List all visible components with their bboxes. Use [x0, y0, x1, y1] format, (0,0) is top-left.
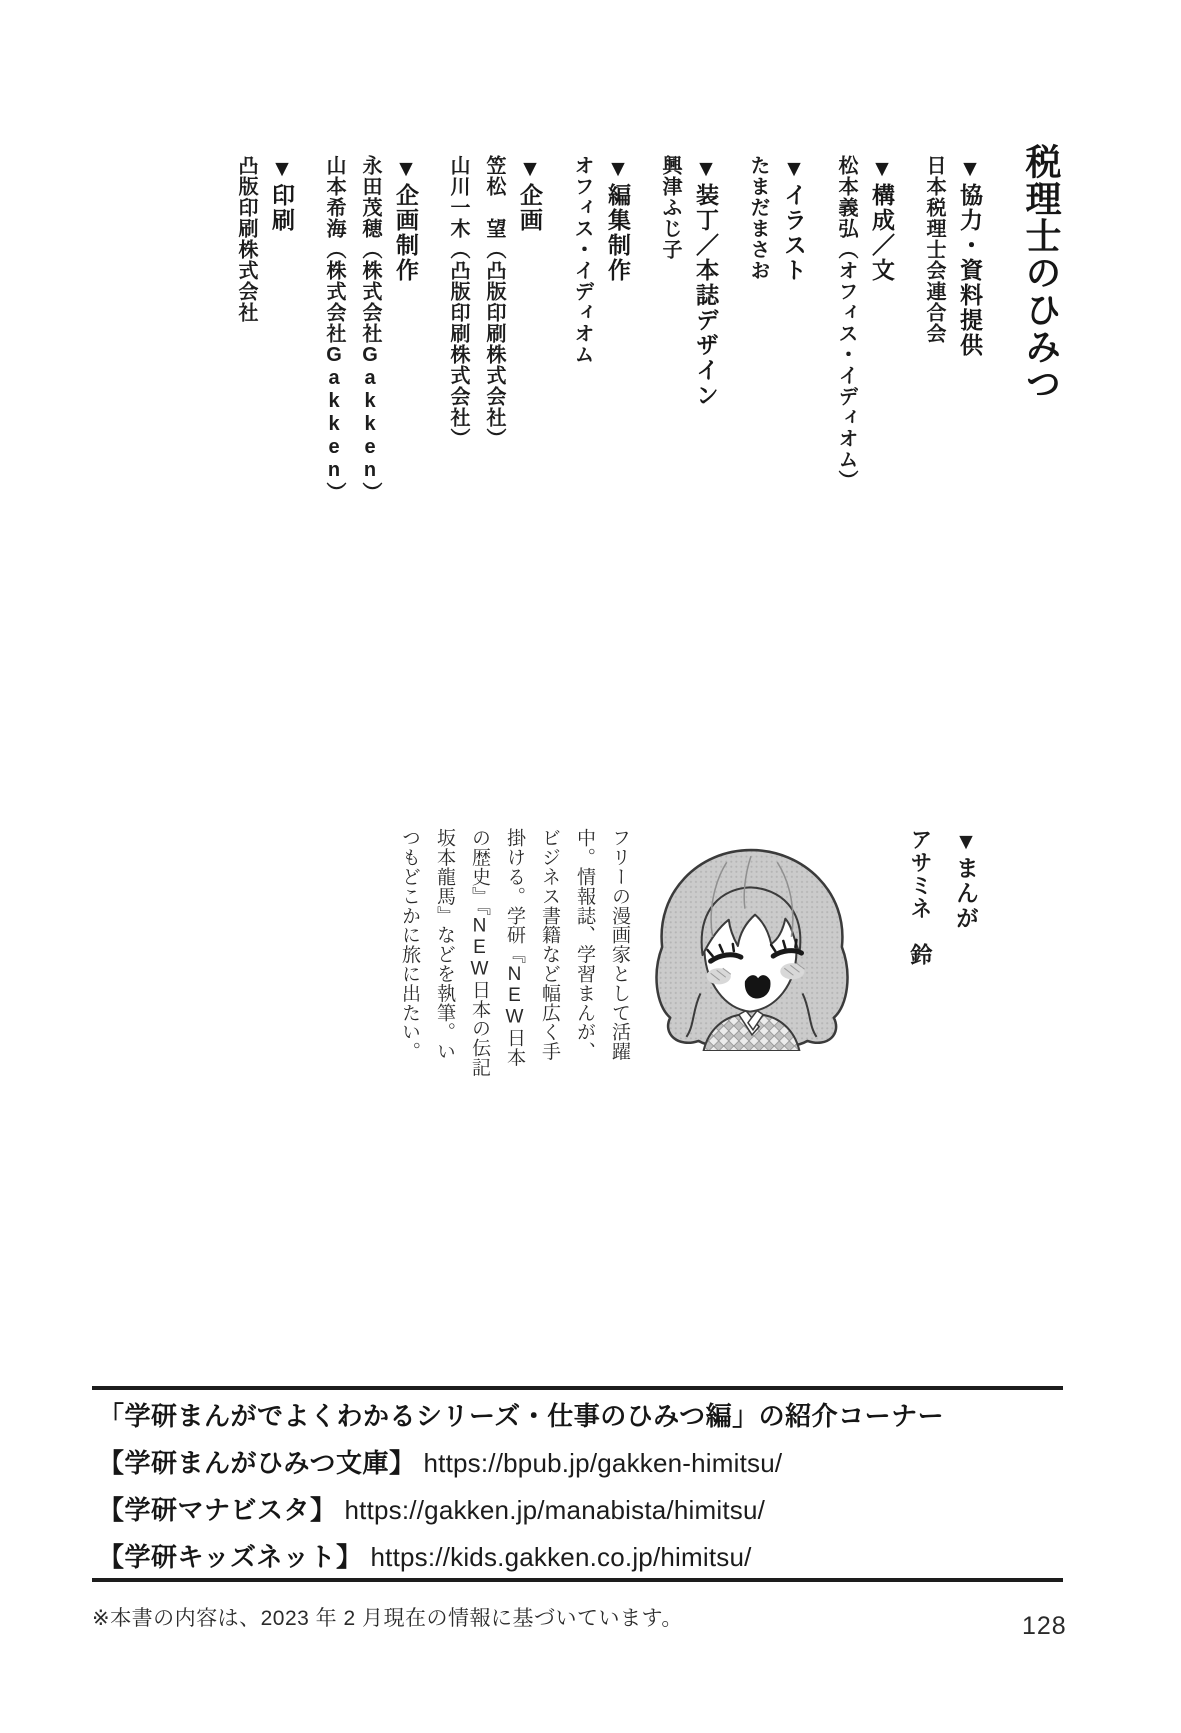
credit-name: 山川一木（凸版印刷株式会社）: [447, 155, 469, 449]
manga-credit-block: [898, 828, 988, 966]
credit-group-editing: [564, 155, 636, 503]
credit-name: 山本希海（株式会社Gakken）: [323, 155, 345, 503]
credit-name: たまだまさお: [747, 155, 769, 281]
credit-name: 興津ふじ子: [659, 155, 681, 260]
manga-author-name: アサミネ 鈴: [908, 828, 933, 966]
credit-heading: ▼編集制作: [605, 155, 631, 283]
credit-name: オフィス・イディオム: [571, 155, 593, 365]
credit-heading: ▼協力・資料提供: [957, 155, 983, 358]
credit-group-planning: [440, 155, 548, 503]
bio-line: 掛ける。学研『NEW日本: [504, 828, 525, 1067]
promo-block: [98, 1400, 944, 1588]
credit-name: 笠松 望（凸版印刷株式会社）: [483, 155, 505, 449]
credit-group-printing: [228, 155, 300, 503]
bio-line: ビジネス書籍など幅広く手: [539, 828, 560, 1061]
promo-label: 【学研マナビスタ】: [98, 1495, 337, 1525]
promo-url: https://bpub.jp/gakken-himitsu/: [423, 1448, 783, 1478]
credit-heading: ▼企画: [517, 155, 543, 233]
bio-line: 坂本龍馬』などを執筆。い: [434, 828, 455, 1061]
footnote: ※本書の内容は、2023 年 2 月現在の情報に基づいています。: [92, 1607, 683, 1630]
credit-group-illustration: [740, 155, 812, 503]
credit-name: 日本税理士会連合会: [923, 155, 945, 344]
credit-group-design: [652, 155, 724, 503]
promo-url: https://kids.gakken.co.jp/himitsu/: [370, 1542, 752, 1572]
author-bio: [392, 828, 637, 1077]
credit-heading: ▼企画制作: [393, 155, 419, 283]
credit-group-cooperation: [916, 155, 988, 503]
manga-heading: ▼まんが: [953, 828, 979, 931]
credit-name: 凸版印刷株式会社: [235, 155, 257, 323]
bio-line: の歴史』『NEW日本の伝記: [469, 828, 490, 1077]
divider-bottom: [92, 1578, 1063, 1582]
credit-name: 松本義弘（オフィス・イディオム）: [835, 155, 857, 491]
credit-heading: ▼構成／文: [869, 155, 895, 283]
bio-line: フリーの漫画家として活躍: [609, 828, 630, 1061]
credit-heading: ▼印刷: [269, 155, 295, 233]
bio-line: つもどこかに旅に出たい。: [399, 828, 420, 1061]
promo-line: [98, 1494, 944, 1526]
promo-url: https://gakken.jp/manabista/himitsu/: [344, 1495, 766, 1525]
credit-group-composition: [828, 155, 900, 503]
credit-name: 永田茂穂（株式会社Gakken）: [359, 155, 381, 503]
page-number: 128: [1022, 1612, 1067, 1640]
author-portrait-svg: [648, 844, 855, 1051]
credit-group-production: [316, 155, 424, 503]
bio-line: 中。情報誌、学習まんが、: [574, 828, 595, 1061]
divider-top: [92, 1386, 1063, 1390]
credit-heading: ▼イラスト: [781, 155, 807, 283]
credit-heading: ▼装丁／本誌デザイン: [693, 155, 719, 408]
promo-label: 【学研まんがひみつ文庫】: [98, 1448, 416, 1478]
promo-line: [98, 1541, 944, 1573]
promo-line: [98, 1447, 944, 1479]
promo-label: 【学研キッズネット】: [98, 1542, 363, 1572]
credits-block: [228, 155, 988, 503]
author-portrait-illustration: [648, 844, 855, 1051]
promo-intro: 「学研まんがでよくわかるシリーズ・仕事のひみつ編」の紹介コーナー: [98, 1401, 945, 1431]
page-title: 税理士のひみつ: [1021, 143, 1062, 402]
